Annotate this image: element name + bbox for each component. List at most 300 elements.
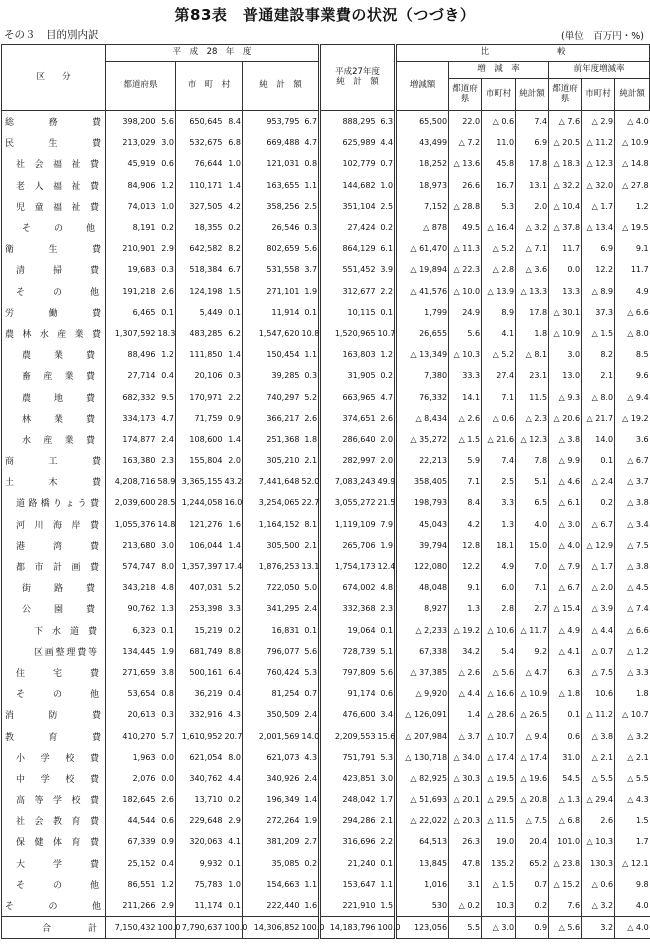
prev-rate-net: △ 6.7 — [615, 450, 650, 471]
header-rate: 増 減 率 — [449, 62, 549, 79]
rate-pref: △ 11.3 — [449, 238, 482, 259]
pct-net: 1.6 — [304, 901, 318, 911]
table-row — [2, 175, 650, 196]
value-pref: 7,150,432 — [106, 917, 157, 939]
pct-net: 0.3 — [304, 223, 318, 233]
value-net: 358,256 — [243, 196, 301, 217]
rate-muni: △ 29.5 — [482, 789, 516, 810]
pct-pref: 100.0 — [157, 917, 176, 939]
rate-muni: 135.2 — [482, 853, 516, 874]
pct-net: 1.1 — [304, 879, 318, 889]
pct-muni: 6.7 — [228, 265, 241, 275]
pct-net: 2.7 — [304, 837, 318, 847]
rate-muni: △ 0.6 — [482, 111, 516, 133]
value-pref: 410,270 — [106, 725, 157, 746]
table-row — [2, 577, 650, 598]
value-pref: 1,055,376 — [106, 514, 157, 535]
prev-rate-net: △ 7.4 — [615, 598, 650, 619]
pct-muni: 6.2 — [228, 328, 241, 338]
pct-fy27: 49.9 — [377, 477, 396, 487]
prev-rate-pref: 7.6 — [549, 895, 582, 917]
value-fy27: 91,174 — [320, 683, 377, 704]
pct-fy27: 0.7 — [380, 159, 394, 169]
pct-pref: 9.5 — [161, 392, 174, 402]
pct-fy27: 10.7 — [377, 328, 396, 338]
pct-fy27: 2.6 — [380, 413, 394, 423]
header-pref: 都道府県 — [106, 62, 176, 111]
value-fy27: 3,055,272 — [320, 492, 377, 513]
value-muni: 621,054 — [176, 747, 224, 768]
prev-rate-net: 9.1 — [615, 238, 650, 259]
pct-fy27: 5.6 — [380, 667, 394, 677]
rate-net: 17.8 — [516, 153, 549, 174]
rate-net: 13.1 — [516, 175, 549, 196]
pct-muni: 1.4 — [228, 540, 241, 550]
value-pref: 53,654 — [106, 683, 157, 704]
pct-pref: 2.3 — [161, 456, 174, 466]
value-pref: 213,029 — [106, 132, 157, 153]
rate-net: 9.2 — [516, 641, 549, 662]
pct-muni: 0.1 — [228, 858, 241, 868]
value-diff: △ 19,894 — [396, 259, 449, 280]
rate-muni: △ 17.4 — [482, 747, 516, 768]
rate-net: 4.0 — [516, 514, 549, 535]
value-muni: 327,505 — [176, 196, 224, 217]
pct-net: 5.6 — [304, 646, 318, 656]
rate-muni: 10.3 — [482, 895, 516, 917]
value-net: 621,073 — [243, 747, 301, 768]
table-row — [2, 132, 650, 153]
rate-muni: 8.9 — [482, 302, 516, 323]
pct-fy27: 2.1 — [380, 816, 394, 826]
rate-pref: △ 7.2 — [449, 132, 482, 153]
rate-muni: △ 16.6 — [482, 683, 516, 704]
value-diff: △ 61,470 — [396, 238, 449, 259]
table-row — [2, 704, 650, 725]
prev-rate-pref: 0.1 — [549, 704, 582, 725]
value-net: 350,509 — [243, 704, 301, 725]
value-fy27: 163,803 — [320, 344, 377, 365]
prev-rate-pref: △ 7.9 — [549, 556, 582, 577]
prev-rate-muni: △ 0.6 — [582, 874, 615, 895]
value-pref: 1,307,592 — [106, 323, 157, 344]
rate-pref: △ 4.4 — [449, 683, 482, 704]
prev-rate-muni: △ 3.2 — [582, 895, 615, 917]
rate-pref: 12.2 — [449, 556, 482, 577]
prev-rate-pref: △ 15.2 — [549, 874, 582, 895]
pct-fy27: 3.0 — [380, 773, 394, 783]
value-net: 722,050 — [243, 577, 301, 598]
pct-pref: 1.0 — [161, 201, 174, 211]
pct-fy27: 2.0 — [380, 434, 394, 444]
value-muni: 500,161 — [176, 662, 224, 683]
pct-fy27: 0.1 — [380, 858, 394, 868]
prev-rate-net: △ 7.5 — [615, 535, 650, 556]
row-label: 港湾費 — [2, 535, 106, 556]
value-diff: 65,500 — [396, 111, 449, 133]
value-pref: 27,714 — [106, 365, 157, 386]
value-pref: 398,200 — [106, 111, 157, 133]
prev-rate-muni: △ 7.5 — [582, 662, 615, 683]
rate-muni: △ 10.7 — [482, 725, 516, 746]
value-fy27: 888,295 — [320, 111, 377, 133]
value-net: 35,085 — [243, 853, 301, 874]
rate-pref: 7.1 — [449, 471, 482, 492]
table-row — [2, 641, 650, 662]
value-pref: 163,380 — [106, 450, 157, 471]
rate-muni: 27.4 — [482, 365, 516, 386]
row-label: 大学費 — [2, 853, 106, 874]
table-row — [2, 598, 650, 619]
value-fy27: 144,682 — [320, 175, 377, 196]
value-diff: 198,793 — [396, 492, 449, 513]
row-label: 都市計画費 — [2, 556, 106, 577]
header-kubun: 区 分 — [2, 45, 106, 111]
prev-rate-muni: 12.2 — [582, 259, 615, 280]
prev-rate-net: 3.6 — [615, 429, 650, 450]
prev-rate-muni: 10.6 — [582, 683, 615, 704]
value-muni: 11,174 — [176, 895, 224, 917]
value-pref: 271,659 — [106, 662, 157, 683]
prev-rate-pref: 13.0 — [549, 365, 582, 386]
prev-rate-muni: △ 12.3 — [582, 153, 615, 174]
pct-net: 1.1 — [304, 350, 318, 360]
header-fy27-year: 平成27年度 — [335, 66, 380, 77]
prev-rate-pref: △ 37.8 — [549, 217, 582, 238]
row-label: 消防費 — [2, 704, 106, 725]
value-pref: 2,039,600 — [106, 492, 157, 513]
prev-rate-pref: △ 30.1 — [549, 302, 582, 323]
rate-pref: 5.9 — [449, 450, 482, 471]
pct-muni: 3.3 — [228, 604, 241, 614]
prev-rate-net: 1.7 — [615, 831, 650, 852]
table-row — [2, 662, 650, 683]
prev-rate-net: 8.5 — [615, 344, 650, 365]
rate-muni: 7.1 — [482, 386, 516, 407]
prev-rate-net: △ 3.4 — [615, 514, 650, 535]
value-muni: 332,916 — [176, 704, 224, 725]
value-net: 121,031 — [243, 153, 301, 174]
value-fy27: 31,905 — [320, 365, 377, 386]
pct-pref: 1.2 — [161, 350, 174, 360]
prev-rate-muni: △ 12.9 — [582, 535, 615, 556]
rate-pref: △ 34.0 — [449, 747, 482, 768]
prev-rate-net: △ 2.1 — [615, 747, 650, 768]
value-net: 381,209 — [243, 831, 301, 852]
value-muni: 532,675 — [176, 132, 224, 153]
rate-muni: 7.4 — [482, 450, 516, 471]
prev-rate-net: △ 1.2 — [615, 641, 650, 662]
prev-rate-muni: 130.3 — [582, 853, 615, 874]
row-label: その他 — [2, 683, 106, 704]
table-row — [2, 683, 650, 704]
prev-rate-pref: 0.0 — [549, 259, 582, 280]
header-fy27-net: 純 計 額 — [336, 76, 379, 87]
value-fy27: 351,104 — [320, 196, 377, 217]
pct-net: 100.0 — [301, 917, 320, 939]
prev-rate-muni: △ 6.7 — [582, 514, 615, 535]
row-label: 住宅費 — [2, 662, 106, 683]
value-pref: 343,218 — [106, 577, 157, 598]
rate-pref: △ 13.6 — [449, 153, 482, 174]
row-label: 合計 — [2, 917, 106, 939]
pct-muni: 1.4 — [228, 350, 241, 360]
rate-net: 15.0 — [516, 535, 549, 556]
table-row — [2, 768, 650, 789]
value-fy27: 476,600 — [320, 704, 377, 725]
pct-pref: 2.6 — [161, 795, 174, 805]
rate-pref: 5.5 — [449, 917, 482, 939]
prev-rate-muni: △ 21.7 — [582, 408, 615, 429]
prev-rate-pref: 6.3 — [549, 662, 582, 683]
pct-muni: 0.4 — [228, 689, 241, 699]
rate-muni: 11.0 — [482, 132, 516, 153]
value-fy27: 674,002 — [320, 577, 377, 598]
prev-rate-net: △ 8.0 — [615, 323, 650, 344]
rate-muni: △ 5.6 — [482, 662, 516, 683]
pct-muni: 2.2 — [228, 392, 241, 402]
value-fy27: 374,651 — [320, 408, 377, 429]
prev-rate-muni: △ 11.2 — [582, 132, 615, 153]
pct-fy27: 15.6 — [377, 731, 396, 741]
prev-rate-net: 1.8 — [615, 683, 650, 704]
prev-rate-muni: △ 4.4 — [582, 620, 615, 641]
value-net: 305,210 — [243, 450, 301, 471]
prev-rate-net: 4.9 — [615, 281, 650, 302]
pct-pref: 0.4 — [161, 858, 174, 868]
value-pref: 134,445 — [106, 641, 157, 662]
value-fy27: 728,739 — [320, 641, 377, 662]
value-pref: 88,496 — [106, 344, 157, 365]
value-muni: 642,582 — [176, 238, 224, 259]
table-row — [2, 895, 650, 917]
pct-net: 2.6 — [304, 413, 318, 423]
rate-pref: △ 20.3 — [449, 810, 482, 831]
value-diff: 67,338 — [396, 641, 449, 662]
rate-muni: △ 28.6 — [482, 704, 516, 725]
rate-muni: 19.0 — [482, 831, 516, 852]
rate-net: 2.7 — [516, 598, 549, 619]
prev-rate-muni: △ 3.8 — [582, 725, 615, 746]
rate-pref: 9.1 — [449, 577, 482, 598]
value-pref: 4,208,716 — [106, 471, 157, 492]
prev-rate-muni: △ 2.4 — [582, 471, 615, 492]
value-muni: 229,648 — [176, 810, 224, 831]
value-net: 154,663 — [243, 874, 301, 895]
pct-pref: 1.3 — [161, 604, 174, 614]
pct-net: 5.6 — [304, 244, 318, 254]
prev-rate-pref: △ 10.9 — [549, 323, 582, 344]
pct-pref: 2.9 — [161, 244, 174, 254]
rate-muni: △ 0.6 — [482, 408, 516, 429]
pct-fy27: 3.9 — [380, 265, 394, 275]
rate-pref: △ 22.3 — [449, 259, 482, 280]
pct-muni: 0.9 — [228, 413, 241, 423]
header-rate-pref: 都道府県 — [449, 79, 482, 111]
rate-pref: 3.1 — [449, 874, 482, 895]
pct-pref: 2.4 — [161, 434, 174, 444]
prev-rate-pref: △ 10.4 — [549, 196, 582, 217]
rate-pref: 5.6 — [449, 323, 482, 344]
value-muni: 20,106 — [176, 365, 224, 386]
value-muni: 18,355 — [176, 217, 224, 238]
value-fy27: 27,424 — [320, 217, 377, 238]
header-fy27 — [320, 45, 396, 111]
value-diff: △ 9,920 — [396, 683, 449, 704]
pct-net: 2.1 — [304, 456, 318, 466]
pct-muni: 0.1 — [228, 307, 241, 317]
prev-rate-muni: △ 11.2 — [582, 704, 615, 725]
row-label: 社会福祉費 — [2, 153, 106, 174]
prev-rate-muni: 0.1 — [582, 450, 615, 471]
pct-net: 0.1 — [304, 307, 318, 317]
value-diff: △ 130,718 — [396, 747, 449, 768]
rate-net: 0.7 — [516, 874, 549, 895]
prev-rate-muni: 2.1 — [582, 365, 615, 386]
pct-muni: 4.1 — [228, 837, 241, 847]
rate-net: △ 2.3 — [516, 408, 549, 429]
table-row — [2, 302, 650, 323]
row-label: 河川海岸費 — [2, 514, 106, 535]
pct-muni: 6.4 — [228, 667, 241, 677]
pct-net: 10.8 — [301, 328, 320, 338]
header-rate-muni: 市町村 — [482, 79, 516, 111]
pct-net: 0.1 — [304, 625, 318, 635]
value-pref: 182,645 — [106, 789, 157, 810]
prev-rate-net: △ 14.8 — [615, 153, 650, 174]
rate-muni: △ 16.4 — [482, 217, 516, 238]
pct-pref: 5.6 — [161, 117, 174, 127]
value-pref: 213,680 — [106, 535, 157, 556]
pct-fy27: 2.2 — [380, 837, 394, 847]
value-muni: 1,610,952 — [176, 725, 224, 746]
pct-pref: 5.7 — [161, 731, 174, 741]
value-muni: 124,198 — [176, 281, 224, 302]
row-label: 道路橋りょう費 — [2, 492, 106, 513]
row-label: 農林水産業費 — [2, 323, 106, 344]
pct-fy27: 1.1 — [380, 879, 394, 889]
prev-rate-muni: 0.2 — [582, 492, 615, 513]
value-diff: 18,973 — [396, 175, 449, 196]
value-pref: 90,762 — [106, 598, 157, 619]
rate-pref: 1.4 — [449, 704, 482, 725]
pct-pref: 14.8 — [157, 519, 176, 529]
value-pref: 74,013 — [106, 196, 157, 217]
value-diff: 45,043 — [396, 514, 449, 535]
value-muni: 650,645 — [176, 111, 224, 133]
prev-rate-muni: △ 3.9 — [582, 598, 615, 619]
value-fy27: 1,119,109 — [320, 514, 377, 535]
value-net: 251,368 — [243, 429, 301, 450]
value-muni: 15,219 — [176, 620, 224, 641]
prev-rate-net: △ 19.5 — [615, 217, 650, 238]
value-net: 81,254 — [243, 683, 301, 704]
value-muni: 108,600 — [176, 429, 224, 450]
rate-net: 65.2 — [516, 853, 549, 874]
table-row — [2, 725, 650, 746]
value-diff: 358,405 — [396, 471, 449, 492]
value-fy27: 1,520,965 — [320, 323, 377, 344]
rate-muni: 3.3 — [482, 492, 516, 513]
rate-net: △ 4.7 — [516, 662, 549, 683]
rate-net: 0.9 — [516, 917, 549, 939]
header-diff: 増減額 — [396, 62, 449, 111]
value-net: 14,306,852 — [243, 917, 301, 939]
table-row — [2, 789, 650, 810]
row-label: 公園費 — [2, 598, 106, 619]
pct-fy27: 2.2 — [380, 286, 394, 296]
prev-rate-pref: △ 9.3 — [549, 386, 582, 407]
rate-net: 20.4 — [516, 831, 549, 852]
pct-fy27: 21.5 — [377, 498, 396, 508]
rate-pref: 22.0 — [449, 111, 482, 133]
prev-rate-muni: △ 1.7 — [582, 196, 615, 217]
value-diff: △ 8,434 — [396, 408, 449, 429]
rate-pref: △ 28.8 — [449, 196, 482, 217]
rate-pref: △ 0.2 — [449, 895, 482, 917]
pct-pref: 2.9 — [161, 901, 174, 911]
header-compare: 比 較 — [396, 45, 650, 62]
table-row — [2, 386, 650, 407]
pct-fy27: 4.7 — [380, 392, 394, 402]
pct-pref: 4.8 — [161, 583, 174, 593]
table-row — [2, 408, 650, 429]
value-net: 1,547,620 — [243, 323, 301, 344]
rate-muni: △ 3.0 — [482, 917, 516, 939]
rate-net: △ 3.2 — [516, 217, 549, 238]
value-muni: 518,384 — [176, 259, 224, 280]
pct-fy27: 0.2 — [380, 371, 394, 381]
prev-rate-pref: △ 1.8 — [549, 683, 582, 704]
prev-rate-muni: 37.3 — [582, 302, 615, 323]
rate-pref: 33.3 — [449, 365, 482, 386]
value-muni: 407,031 — [176, 577, 224, 598]
rate-net: 7.8 — [516, 450, 549, 471]
pct-fy27: 0.2 — [380, 223, 394, 233]
prev-rate-muni: △ 2.0 — [582, 577, 615, 598]
row-label: 衛生費 — [2, 238, 106, 259]
pct-pref: 0.0 — [161, 773, 174, 783]
value-muni: 9,932 — [176, 853, 224, 874]
value-diff: 26,655 — [396, 323, 449, 344]
rate-muni: △ 13.9 — [482, 281, 516, 302]
pct-net: 2.4 — [304, 604, 318, 614]
rate-net: △ 12.3 — [516, 429, 549, 450]
value-diff: △ 37,385 — [396, 662, 449, 683]
value-muni: 340,762 — [176, 768, 224, 789]
row-label: 小学校費 — [2, 747, 106, 768]
pct-muni: 1.5 — [228, 286, 241, 296]
value-net: 796,077 — [243, 641, 301, 662]
value-net: 305,500 — [243, 535, 301, 556]
table-row — [2, 874, 650, 895]
pct-net: 2.1 — [304, 540, 318, 550]
value-pref: 67,339 — [106, 831, 157, 852]
table-row — [2, 217, 650, 238]
pct-fy27: 3.4 — [380, 710, 394, 720]
prev-rate-pref: △ 3.8 — [549, 429, 582, 450]
value-net: 11,914 — [243, 302, 301, 323]
value-diff: 22,213 — [396, 450, 449, 471]
pct-muni: 8.8 — [228, 646, 241, 656]
prev-rate-muni: △ 8.9 — [582, 281, 615, 302]
value-muni: 5,449 — [176, 302, 224, 323]
prev-rate-net: △ 6.6 — [615, 620, 650, 641]
table-row — [2, 492, 650, 513]
rate-pref: △ 2.6 — [449, 662, 482, 683]
value-muni: 13,710 — [176, 789, 224, 810]
prev-rate-net: △ 5.5 — [615, 768, 650, 789]
